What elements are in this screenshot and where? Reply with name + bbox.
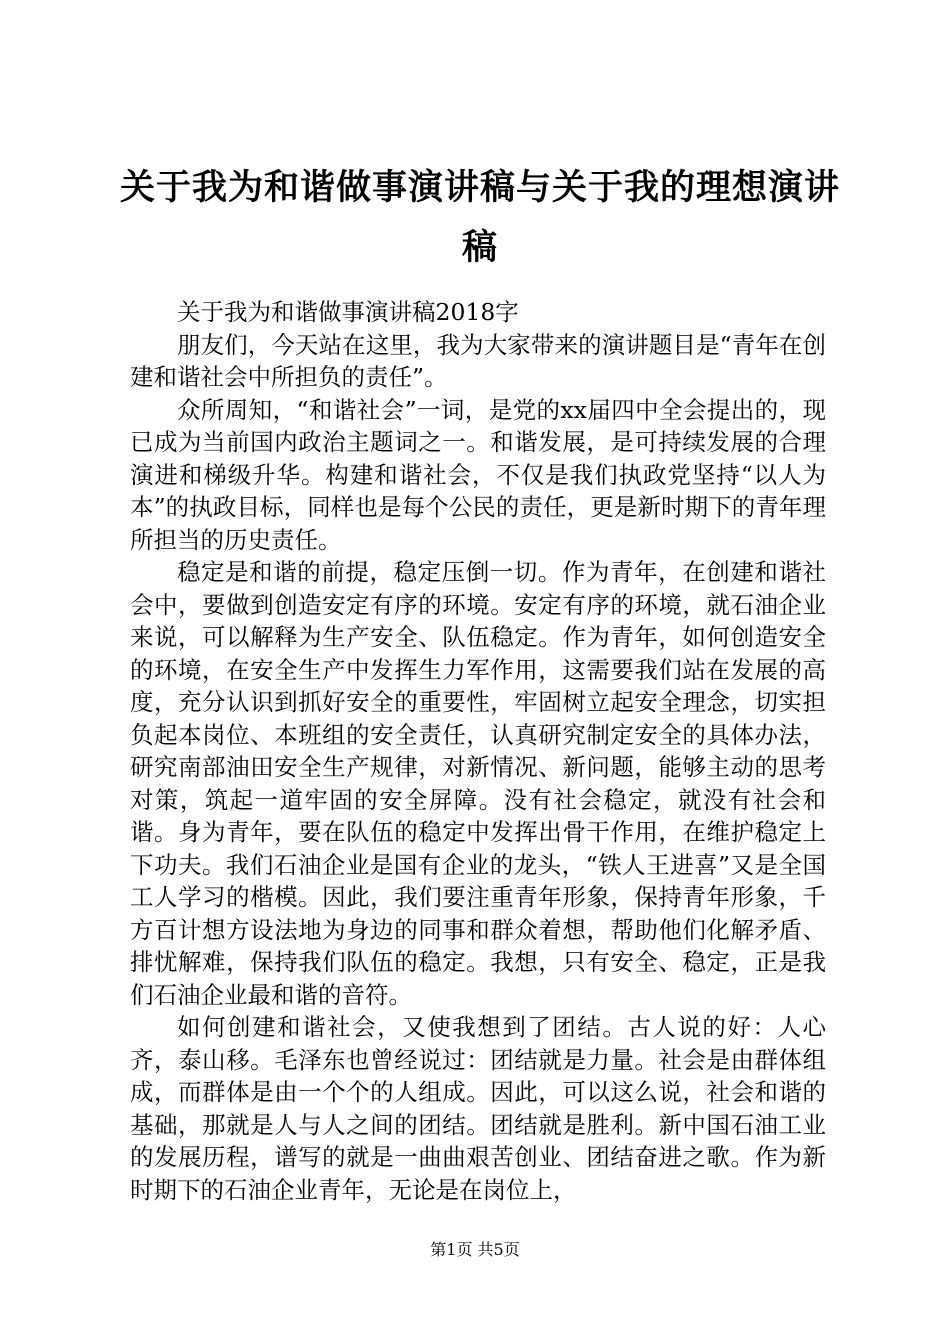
document-body	[130, 296, 826, 1206]
paragraph: 如何创建和谐社会，又使我想到了团结。古人说的好：人心齐，泰山移。毛泽东也曾经说过：团结就是力量。社会是由群体组成，而群体是由一个个的人组成。因此，可以这么说，社会和谐的基础，那就是人与人之间的团结。团结就是胜利。新中国石油工业的发展历程，谱写的就是一曲曲艰苦创业、团结奋进之歌。作为新时期下的石油企业青年，无论是在岗位上，	[130, 1013, 826, 1204]
paragraph-subtitle: 关于我为和谐做事演讲稿2018字	[177, 298, 519, 326]
paragraph: 众所周知，“和谐社会”一词，是党的xx届四中全会提出的，现已成为当前国内政治主题词之一。和谐发展，是可持续发展的合理演进和梯级升华。构建和谐社会，不仅是我们执政党坚持“以人为本”的执政目标，同样也是每个公民的责任，更是新时期下的青年理所担当的历史责任。	[130, 395, 826, 554]
document-title: 关于我为和谐做事演讲稿与关于我的理想演讲稿	[120, 168, 841, 268]
paragraph: 稳定是和谐的前提，稳定压倒一切。作为青年，在创建和谐社会中，要做到创造安定有序的环境。安定有序的环境，就石油企业来说，可以解释为生产安全、队伍稳定。作为青年，如何创造安全的环境，在安全生产中发挥生力军作用，这需要我们站在发展的高度，充分认识到抓好安全的重要性，牢固树立起安全理念，切实担负起本岗位、本班组的安全责任，认真研究制定安全的具体办法，研究南部油田安全生产规律，对新情况、新问题，能够主动的思考对策，筑起一道牢固的安全屏障。没有社会稳定，就没有社会和谐。身为青年，要在队伍的稳定中发挥出骨干作用，在维护稳定上下功夫。我们石油企业是国有企业的龙头，“铁人王进喜”又是全国工人学习的楷模。因此，我们要注重青年形象，保持青年形象，千方百计想方设法地为身边的同事和群众着想，帮助他们化解矛盾、排忧解难，保持我们队伍的稳定。我想，只有安全、稳定，正是我们石油企业最和谐的音符。	[130, 558, 826, 1009]
page-number-footer: 第1页 共5页	[430, 1240, 520, 1259]
paragraph: 朋友们，今天站在这里，我为大家带来的演讲题目是“青年在创建和谐社会中所担负的责任”。	[130, 330, 826, 391]
